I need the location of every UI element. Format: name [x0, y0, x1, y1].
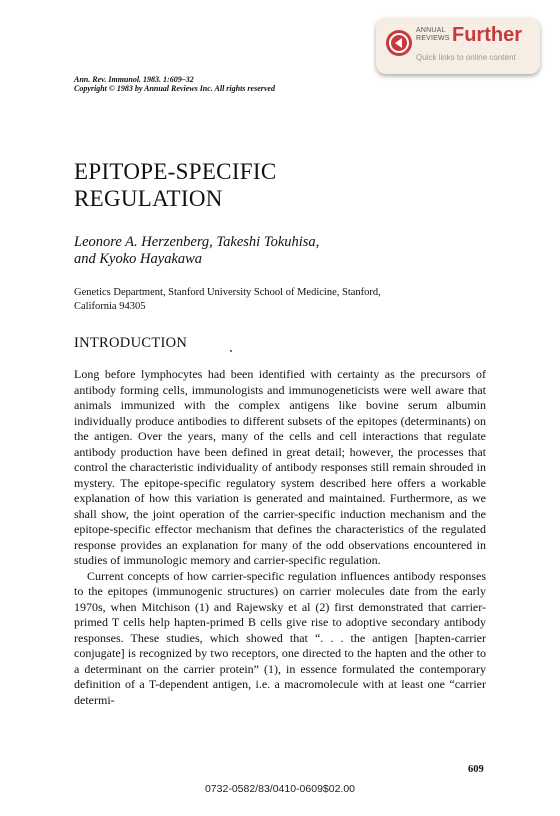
- play-circle-icon: [386, 30, 412, 56]
- article-title: [74, 158, 276, 212]
- author-list: [74, 234, 319, 268]
- citation-line-1: Ann. Rev. Immunol. 1983. 1:609–32: [74, 75, 194, 84]
- badge-publisher: [416, 27, 450, 43]
- body-text: [74, 367, 486, 708]
- badge-publisher-line1: ANNUAL: [416, 27, 446, 34]
- badge-brand: Further: [452, 24, 522, 46]
- affiliation: [74, 286, 381, 314]
- citation-line-2: Copyright © 1983 by Annual Reviews Inc. All rights reserved: [74, 84, 275, 93]
- authors-line-1: Leonore A. Herzenberg, Takeshi Tokuhisa,: [74, 234, 320, 250]
- footer-code: 0732-0582/83/0410-0609$02.00: [204, 783, 356, 795]
- authors-line-2: and Kyoko Hayakawa: [74, 251, 203, 267]
- section-heading: INTRODUCTION: [74, 335, 188, 351]
- title-line-1: EPITOPE-SPECIFIC: [74, 159, 277, 184]
- affiliation-line-2: California 94305: [74, 301, 146, 312]
- affiliation-line-1: Genetics Department, Stanford University School of Medicine, Stanford,: [74, 287, 381, 298]
- page-number: 609: [468, 764, 484, 775]
- stray-mark: [230, 350, 232, 352]
- badge-publisher-line2: REVIEWS: [416, 35, 450, 42]
- further-badge[interactable]: [376, 18, 540, 74]
- paragraph-2: Current concepts of how carrier-specific regulation influences antibody responses to the epitopes (immunogenic structures) on carrier molecules date from the early 1970s, when Mitchison (1) and Rajewsky et al (2) first demonstrated that carrier-primed T cells help hapten-primed B cells give rise to adoptive secondary antibody responses. These studies, which showed that “. . . the antigen [hapten-carrier conjugate] is recognized by two receptors, one directed to the hapten and the other to a determinant on the carrier protein” (1), in essence formulated the contemporary definition of a T-dependent antigen, i.e. a macromolecule with at least one “carrier determi-: [74, 568, 486, 707]
- badge-subtitle: Quick links to online content: [416, 53, 516, 62]
- paragraph-1: Long before lymphocytes had been identified with certainty as the precursors of antibody forming cells, immunologists and immunogeneticists were well aware that animals immunized with the complex antigens like bovine serum albumin individually produce antibodies to different subsets of the epitopes (determinants) on the antigen. Over the years, many of the cells and cell interactions that regulate antibody production have been defined in great detail; however, the processes that control the characteristic individuality of antibody responses still remain shrouded in mystery. The epitope-specific regulatory system described here offers a workable explanation of how this variation is generated and maintained. Furthermore, as we shall show, the joint operation of the carrier-specific induction mechanism and the epitope-specific effector mechanism that defines the characteristics of the regulated response provides an explanation for many of the odd observations encountered in studies of immunologic memory and carrier-specific regulation.: [74, 367, 486, 567]
- title-line-2: REGULATION: [74, 186, 223, 211]
- journal-citation: [74, 75, 275, 93]
